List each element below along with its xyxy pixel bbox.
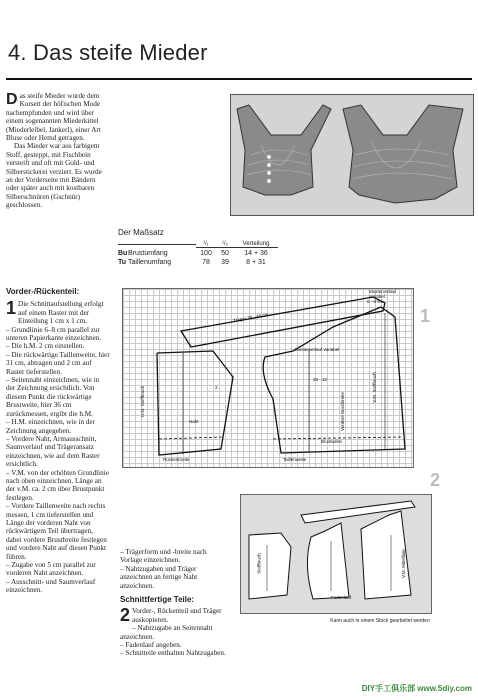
intro-paragraph-1: as steife Mieder wurde dem Korsett der höfischen Mode nachempfunden und wird über einem sogenannten Miederkittel (Miederleibel, Jankerl), einer Art Bluse oder Hemd getragen. — [6, 92, 101, 143]
list-item: – Vordere Naht, Armausschnitt, Saumverlauf und Trägeransatz einzeichnen, wie auf dem Raster ersichtlich. — [6, 434, 100, 469]
list-item: – Vordere Taillenweite nach rechts messen, 1 cm tieferstellen und Länge der vorderen Naht von rückwärtigem Teil übertragen, dabei vordere Brustbreite festlegen und vordere Naht auf diesen Punkt führen. — [6, 502, 107, 561]
table-col-header — [128, 244, 196, 245]
label-taillenweite: Taillenweite — [283, 457, 307, 462]
table-cell: 78 — [202, 259, 210, 266]
label-hm: H.M. Stoffbruch — [140, 385, 146, 418]
table-cell: Bu — [118, 250, 128, 257]
list-item: – Ausschnitt- und Saumverlauf einzeichnen. — [6, 577, 96, 595]
table-cell: 8 + 31 — [246, 259, 266, 266]
title-rule — [6, 78, 472, 80]
table-cell: Brustumfang — [128, 250, 168, 257]
section-front-back — [6, 288, 110, 595]
intro-text — [6, 92, 110, 210]
list-item: – Nahtzugabe an Seitennaht anzeichnen. — [120, 624, 213, 641]
section-intro-2: Vorder-, Rückenteil und Träger auskopieren. — [132, 607, 222, 624]
label-naht: Naht — [189, 419, 199, 424]
intro-dropcap: D — [6, 91, 18, 108]
label-10-12: 10 - 12 — [313, 377, 328, 382]
section-dropcap: 1 — [6, 298, 17, 319]
list-item: – Fadenlauf angeben. — [120, 641, 182, 650]
label-brustweite: Brustweite — [321, 439, 343, 444]
table-col-header — [118, 244, 128, 245]
table-cell: 100 — [200, 250, 212, 257]
label-traeger: Träger 38 - 40 cm — [232, 311, 269, 324]
measure-table — [118, 228, 278, 266]
label-2: 2 — [215, 385, 218, 390]
measure-table-grid — [118, 241, 278, 266]
label-6-8cm: 6 - 8 cm — [367, 299, 384, 304]
label-rueckenbreite: Rückenbreite — [163, 457, 190, 462]
watermark: DIY手工俱乐部 www.5diy.com — [361, 684, 472, 693]
list-item: – Schnitteile enthalten Nahtzugaben. — [120, 649, 226, 658]
table-cell: Tu — [118, 259, 127, 266]
label-vm: V.M. Stoffbruch — [371, 372, 377, 403]
table-col-header: ¹/₂ — [216, 241, 234, 248]
measure-table-heading: Der Maßsatz — [118, 228, 164, 237]
pattern-pieces-figure-2 — [240, 494, 432, 614]
section-pattern-pieces — [120, 548, 228, 658]
section-intro: Die Schnittaufstellung erfolgt auf einem Raster mit der Einteilung 1 cm x 1 cm. — [18, 300, 104, 326]
table-cell: 14 + 36 — [244, 250, 268, 257]
list-item: – Grundlinie 6–8 cm parallel zur unteren Papierkante einzeichnen. — [6, 325, 102, 343]
list-item: – V.M. von der erhöhten Grundlinie nach oben einzeichnen. Länge an der v.M. ca. 2 cm über Brustpunkt festlegen. — [6, 468, 109, 502]
table-cell: Taillenumfang — [128, 259, 172, 266]
list-item: – Trägerform und -breite nach Vorlage einzeichnen. — [120, 548, 207, 565]
list-item: – Seitennaht einzeichnen, wie in der Zeichnung ersichtlich. Von diesem Punkt die rückwärtige Brustweite, hier 36 cm zurückmessen, ergibt die h.M. — [6, 376, 100, 418]
section-heading-2: Schnittfertige Teile: — [120, 595, 195, 605]
table-cell: 50 — [221, 250, 229, 257]
list-item: – Die h.M. 2 cm einstellen. — [6, 342, 85, 351]
table-cell: 39 — [221, 259, 229, 266]
label-musterverlauf-mid: Musterverlauf variabel — [295, 347, 340, 352]
list-item: – H.M. einzeichnen, wie in der Zeichnung angegeben. — [6, 418, 96, 435]
table-col-header: ¹/₁ — [196, 241, 216, 248]
section-dropcap-2: 2 — [120, 605, 131, 626]
list-item: – Die rückwärtige Taillenweite, hier 31 cm, abtragen und 2 cm auf Raster tieferstellen. — [6, 350, 110, 376]
page-title: 4. Das steife Mieder — [8, 40, 208, 65]
pattern-grid-figure-1 — [122, 288, 414, 468]
label-musterverlauf-top: Musterverlauf variabel — [369, 289, 397, 299]
label-fadenlauf: Fadenlauf — [331, 595, 352, 600]
label-vordere-brustbreite: Vordere Brustbreite — [339, 392, 345, 431]
bodice-photo — [230, 94, 474, 216]
label-vm-2: V.M. Mittellinie — [400, 549, 406, 578]
figure-number-1: 1 — [420, 306, 431, 326]
list-item: – Nahtzugaben und Träger anzeichnen an fertige Naht anzeichnen. — [120, 564, 198, 590]
bodice-photo-illustration — [231, 95, 473, 215]
label-stoffbruch: Stoffbruch — [256, 553, 262, 574]
list-item: – Zugabe von 5 cm parallel zur vorderen Naht anzeichnen. — [6, 561, 96, 578]
figure-number-2: 2 — [430, 470, 441, 490]
intro-paragraph-2: Das Mieder war aus farbigem Stoff, gesteppt, mit Fischbein versteift und oft mit Gold- und Silberstickerei verziert. Es wurde an der Vorderseite mit Bändern oder später auch mit kostbaren Silberschnüren (Gschnür) geschlossen. — [6, 142, 102, 210]
section-heading: Vorder-/Rückenteil: — [6, 287, 80, 296]
figure-2-caption: Kann auch in einem Stück gearbeitet werden — [330, 618, 430, 624]
table-col-header: Verteilung — [234, 241, 278, 248]
